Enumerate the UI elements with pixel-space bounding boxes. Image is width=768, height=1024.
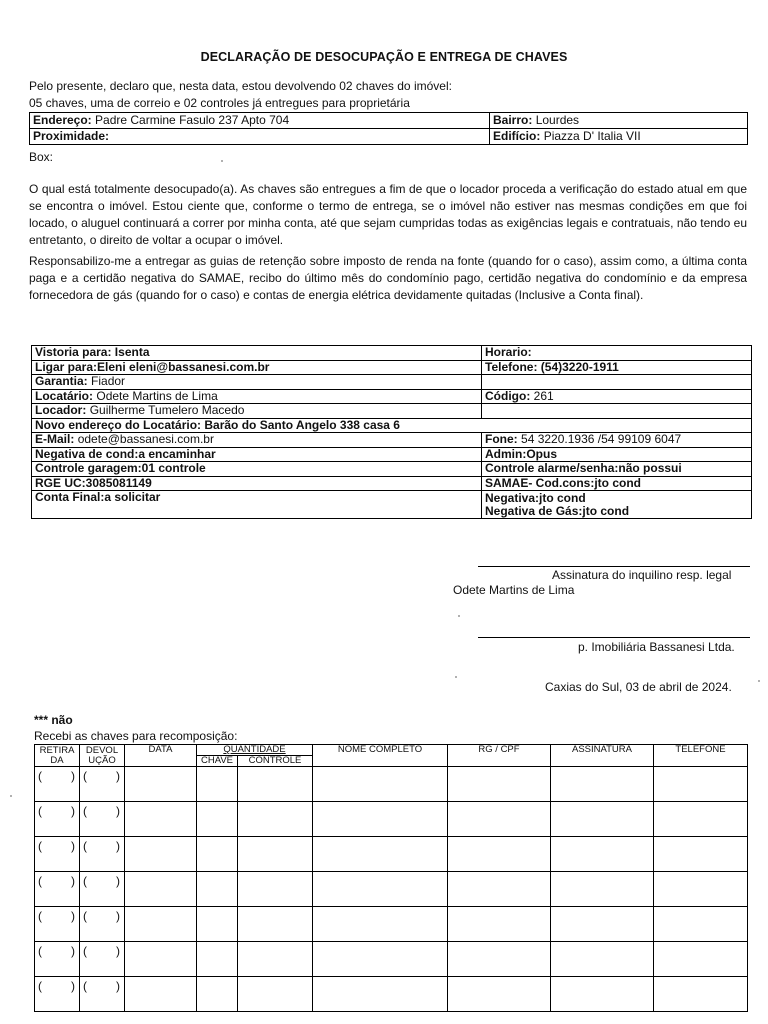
cell-retirada[interactable] — [35, 837, 80, 872]
paren-close: ) — [71, 979, 75, 993]
paren-open: ( — [83, 909, 87, 923]
paren-open: ( — [38, 839, 42, 853]
cell-devolucao[interactable] — [80, 942, 125, 977]
cell-nome[interactable] — [313, 977, 448, 1012]
signature-line-agency — [478, 637, 750, 638]
vistoria-text: Vistoria para: Isenta — [35, 345, 150, 360]
paren-open: ( — [83, 874, 87, 888]
rge-cell — [32, 476, 482, 491]
paren-close: ) — [71, 839, 75, 853]
header-controle: CONTROLE — [238, 756, 313, 767]
negativa-cond-text: Negativa de cond:a encaminhar — [35, 446, 216, 461]
cell-telefone[interactable] — [654, 872, 748, 907]
locador-cell — [32, 404, 482, 419]
header-assinatura: ASSINATURA — [551, 745, 654, 767]
cell-rg[interactable] — [448, 837, 551, 872]
cell-retirada[interactable] — [35, 802, 80, 837]
scan-speck — [758, 680, 760, 682]
paren-close: ) — [71, 944, 75, 958]
cell-devolucao[interactable] — [80, 907, 125, 942]
cell-telefone[interactable] — [654, 907, 748, 942]
novo-endereco-text: Novo endereço do Locatário: Barão do Santo Angelo 338 casa 6 — [35, 417, 400, 432]
signature-caption-agency: p. Imobiliária Bassanesi Ltda. — [578, 640, 735, 654]
cell-telefone[interactable] — [654, 977, 748, 1012]
signature-caption-tenant: Assinatura do inquilino resp. legal — [552, 568, 732, 582]
paren-open: ( — [38, 874, 42, 888]
table-row — [35, 907, 748, 942]
cell-rg[interactable] — [448, 942, 551, 977]
cell-assinatura[interactable] — [551, 977, 654, 1012]
checkbox-parens — [80, 907, 124, 923]
locador-value: Guilherme Tumelero Macedo — [89, 403, 245, 418]
cell-nome[interactable] — [313, 767, 448, 802]
box-label: Box: — [29, 150, 54, 164]
paren-open: ( — [83, 804, 87, 818]
tenant-name: Odete Martins de Lima — [453, 583, 575, 597]
cell-assinatura[interactable] — [551, 942, 654, 977]
cell-chave[interactable] — [197, 802, 238, 837]
checkbox-parens — [35, 872, 79, 888]
header-rg: RG / CPF — [448, 745, 551, 767]
cell-data[interactable] — [125, 767, 197, 802]
fone-label: Fone: — [485, 432, 518, 447]
garantia-label: Garantia: — [35, 374, 88, 389]
locador-label: Locador: — [35, 403, 87, 418]
cell-nome[interactable] — [313, 942, 448, 977]
paren-close: ) — [116, 874, 120, 888]
conta-final-cell — [32, 491, 482, 519]
cell-data[interactable] — [125, 837, 197, 872]
paren-close: ) — [116, 909, 120, 923]
edificio-cell — [490, 129, 748, 145]
header-devolucao: DEVOL UÇÃO — [80, 745, 125, 767]
garantia-value: Fiador — [91, 374, 126, 389]
table-row — [35, 802, 748, 837]
garantia-cell — [32, 375, 482, 390]
checkbox-parens — [35, 767, 79, 783]
place-date: Caxias do Sul, 03 de abril de 2024. — [545, 680, 732, 694]
negativa-gas-text: Negativa de Gás:jto cond — [485, 503, 630, 518]
paragraph-occupancy: O qual está totalmente desocupado(a). As chaves são entregues a fim de que o locador proceda a verificação do estado atual em que se encontra o imóvel. Estou ciente que, conforme o termo de entrega, se o imóvel não estiver nas mesmas condições em que foi locado, o aluguel continuará a correr por minha conta, até que sejam cumpridas todas as exigências legais e contratuais, não tendo eu entretanto, o direito de voltar a ocupar o imóvel. — [29, 182, 747, 247]
samae-text: SAMAE- Cod.cons:jto cond — [485, 475, 641, 490]
cell-assinatura[interactable] — [551, 872, 654, 907]
endereco-value: Padre Carmine Fasulo 237 Apto 704 — [95, 113, 290, 127]
cell-rg[interactable] — [448, 767, 551, 802]
cell-rg[interactable] — [448, 907, 551, 942]
cell-assinatura[interactable] — [551, 802, 654, 837]
cell-controle[interactable] — [238, 907, 313, 942]
scan-speck — [458, 615, 460, 617]
bairro-value: Lourdes — [535, 113, 580, 127]
checkbox-parens — [80, 942, 124, 958]
cell-telefone[interactable] — [654, 942, 748, 977]
empty-cell — [482, 404, 752, 419]
paren-close: ) — [116, 769, 120, 783]
checkbox-parens — [80, 837, 124, 853]
cell-rg[interactable] — [448, 872, 551, 907]
ligar-text: Ligar para:Eleni eleni@bassanesi.com.br — [35, 359, 270, 374]
checkbox-parens — [80, 872, 124, 888]
cell-controle[interactable] — [238, 977, 313, 1012]
paren-close: ) — [71, 769, 75, 783]
header-chave: CHAVE — [197, 756, 238, 767]
cell-data[interactable] — [125, 802, 197, 837]
cell-nome[interactable] — [313, 837, 448, 872]
property-table — [29, 112, 748, 145]
cell-assinatura[interactable] — [551, 837, 654, 872]
novo-endereco-cell — [32, 418, 752, 433]
empty-cell — [482, 375, 752, 390]
note-nao: *** não — [34, 713, 73, 727]
cell-assinatura[interactable] — [551, 767, 654, 802]
horario-text: Horario: — [485, 345, 532, 360]
paren-open: ( — [38, 979, 42, 993]
endereco-cell — [30, 113, 490, 129]
cell-chave[interactable] — [197, 767, 238, 802]
cell-telefone[interactable] — [654, 802, 748, 837]
cell-retirada[interactable] — [35, 767, 80, 802]
edificio-value: Piazza D' Italia VII — [543, 129, 641, 143]
checkbox-parens — [80, 767, 124, 783]
locatario-label: Locatário: — [35, 388, 94, 403]
cell-chave[interactable] — [197, 837, 238, 872]
ligar-cell — [32, 360, 482, 375]
fone-cell — [482, 433, 752, 448]
cell-data[interactable] — [125, 872, 197, 907]
checkbox-parens — [80, 802, 124, 818]
bairro-label: Bairro: — [493, 113, 533, 127]
cell-retirada[interactable] — [35, 907, 80, 942]
cell-chave[interactable] — [197, 907, 238, 942]
header-nome: NOME COMPLETO — [313, 745, 448, 767]
cell-assinatura[interactable] — [551, 907, 654, 942]
checkbox-parens — [35, 837, 79, 853]
header-quantidade: QUANTIDADE — [197, 745, 313, 756]
cell-data[interactable] — [125, 977, 197, 1012]
table-row — [35, 977, 748, 1012]
email-value: odete@bassanesi.com.br — [77, 432, 214, 447]
rge-text: RGE UC:3085081149 — [35, 475, 152, 490]
page-title: DECLARAÇÃO DE DESOCUPAÇÃO E ENTREGA DE CHAVES — [200, 50, 568, 64]
cell-telefone[interactable] — [654, 837, 748, 872]
controle-garagem-cell — [32, 462, 482, 477]
signature-line-tenant — [478, 566, 750, 567]
admin-text: Admin:Opus — [485, 446, 557, 461]
paren-open: ( — [83, 979, 87, 993]
paren-open: ( — [38, 804, 42, 818]
header-telefone: TELEFONE — [654, 745, 748, 767]
paren-open: ( — [38, 909, 42, 923]
endereco-label: Endereço: — [33, 113, 92, 127]
email-cell — [32, 433, 482, 448]
cell-data[interactable] — [125, 942, 197, 977]
negativa-cond-cell — [32, 447, 482, 462]
cell-retirada[interactable] — [35, 977, 80, 1012]
cell-devolucao[interactable] — [80, 977, 125, 1012]
cell-devolucao[interactable] — [80, 767, 125, 802]
controle-alarme-text: Controle alarme/senha:não possui — [485, 461, 682, 476]
table-row — [35, 767, 748, 802]
horario-cell — [482, 346, 752, 361]
paren-open: ( — [83, 839, 87, 853]
locatario-value: Odete Martins de Lima — [96, 388, 218, 403]
scan-speck — [10, 795, 12, 797]
conta-final-text: Conta Final:a solicitar — [35, 490, 161, 504]
admin-cell — [482, 447, 752, 462]
cell-nome[interactable] — [313, 872, 448, 907]
checkbox-parens — [35, 942, 79, 958]
paren-close: ) — [71, 874, 75, 888]
telefone-cell — [482, 360, 752, 375]
edificio-label: Edifício: — [493, 129, 541, 143]
cell-devolucao[interactable] — [80, 802, 125, 837]
cell-devolucao[interactable] — [80, 872, 125, 907]
cell-rg[interactable] — [448, 802, 551, 837]
paren-close: ) — [71, 804, 75, 818]
codigo-value: 261 — [533, 388, 554, 403]
paragraph-responsibility: Responsabilizo-me a entregar as guias de retenção sobre imposto de renda na fonte (quando for o caso), assim como, a última conta paga e a certidão negativa do SAMAE, recibo do último mês do condomínio pago, certidão negativa do condomínio e da empresa fornecedora de gás (quando for o caso) e contas de energia elétrica devidamente quitadas (Inclusive a Conta final). — [29, 254, 747, 302]
cell-devolucao[interactable] — [80, 837, 125, 872]
checkbox-parens — [35, 977, 79, 993]
paren-close: ) — [116, 839, 120, 853]
intro-line-1: Pelo presente, declaro que, nesta data, estou devolvendo 02 chaves do imóvel: — [29, 79, 452, 93]
scan-speck — [455, 676, 457, 678]
checkbox-parens — [35, 802, 79, 818]
cell-controle[interactable] — [238, 802, 313, 837]
paren-open: ( — [38, 769, 42, 783]
email-label: E-Mail: — [35, 432, 75, 447]
fone-value: 54 3220.1936 /54 99109 6047 — [521, 432, 682, 447]
locatario-cell — [32, 389, 482, 404]
keys-table — [34, 744, 748, 1012]
header-data: DATA — [125, 745, 197, 767]
cell-retirada[interactable] — [35, 942, 80, 977]
telefone-text: Telefone: (54)3220-1911 — [485, 359, 619, 374]
controle-alarme-cell — [482, 462, 752, 477]
paren-open: ( — [38, 944, 42, 958]
paren-close: ) — [71, 909, 75, 923]
negativa-cell — [482, 491, 752, 519]
cell-chave[interactable] — [197, 872, 238, 907]
cell-data[interactable] — [125, 907, 197, 942]
cell-chave[interactable] — [197, 977, 238, 1012]
negativa-text: Negativa:jto cond — [485, 490, 586, 505]
cell-nome[interactable] — [313, 802, 448, 837]
vistoria-cell — [32, 346, 482, 361]
scan-speck — [221, 160, 223, 162]
checkbox-parens — [80, 977, 124, 993]
recebi-label: Recebi as chaves para recomposição: — [34, 729, 238, 743]
codigo-label: Código: — [485, 388, 531, 403]
cell-controle[interactable] — [238, 837, 313, 872]
checkbox-parens — [35, 907, 79, 923]
intro-line-2: 05 chaves, uma de correio e 02 controles já entregues para proprietária — [29, 96, 410, 110]
table-row — [35, 872, 748, 907]
table-row — [35, 942, 748, 977]
paren-close: ) — [116, 804, 120, 818]
proximidade-label: Proximidade: — [33, 129, 110, 143]
samae-cell — [482, 476, 752, 491]
paren-open: ( — [83, 769, 87, 783]
cell-retirada[interactable] — [35, 872, 80, 907]
header-retirada: RETIRA DA — [35, 745, 80, 767]
paren-open: ( — [83, 944, 87, 958]
cell-rg[interactable] — [448, 977, 551, 1012]
codigo-cell — [482, 389, 752, 404]
table-row — [35, 837, 748, 872]
cell-telefone[interactable] — [654, 767, 748, 802]
cell-chave[interactable] — [197, 942, 238, 977]
paren-close: ) — [116, 979, 120, 993]
proximidade-cell — [30, 129, 490, 145]
cell-controle[interactable] — [238, 767, 313, 802]
bairro-cell — [490, 113, 748, 129]
cell-nome[interactable] — [313, 907, 448, 942]
paren-close: ) — [116, 944, 120, 958]
details-table — [31, 345, 752, 519]
cell-controle[interactable] — [238, 942, 313, 977]
controle-garagem-text: Controle garagem:01 controle — [35, 461, 206, 476]
cell-controle[interactable] — [238, 872, 313, 907]
